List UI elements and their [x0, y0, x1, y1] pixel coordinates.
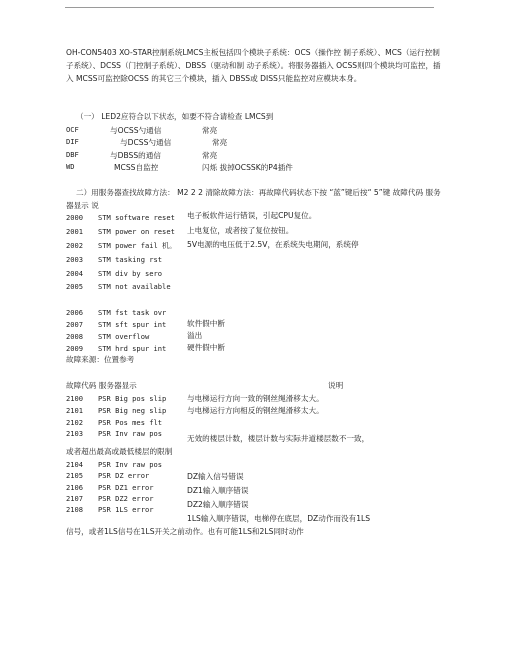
- final-note: 信号，或者1LS信号在1LS开关之前动作。也有可能1LS和2LS同时动作: [66, 527, 304, 536]
- section2-heading: 二）用服务器查找故障方法： M2 2 2 清除故障方法：再故障代码状态下按 “蓝”键后按“ 5”键 故障代码 服务器显示 说: [66, 188, 441, 210]
- floor-count-note: 无效的楼层计数，楼层计数与实际井道楼层数不一致，: [187, 434, 370, 443]
- fault-source-note: 故障来源：位置参考: [66, 355, 135, 364]
- floor-count-note-cont: 或者超出最高或最低楼层的限制: [66, 447, 173, 456]
- intro-paragraph: OH-CON5403 XO-STAR控制系统LMCS主板包括四个模块子系统：OCS（操作控 制子系统）、MCS（运行控制子系统）、DCSS（门控制子系统）、DBSS（驱动和制 动子系统）。将服务器插入 OCSS则四个模块均可监控，插入 MCSS可监控除OCSS 的其它三个模块，插入 DBSS或 DISS只能监控对应模块本身。: [66, 48, 441, 83]
- section3-header-left: 故障代码 服务器显示: [66, 381, 137, 390]
- header-rule: [65, 7, 434, 8]
- section1-heading: （一） LED2应符合以下状态，如要不符合请检查 LMCS到: [76, 112, 274, 121]
- section3-header-right: 说明: [328, 381, 344, 390]
